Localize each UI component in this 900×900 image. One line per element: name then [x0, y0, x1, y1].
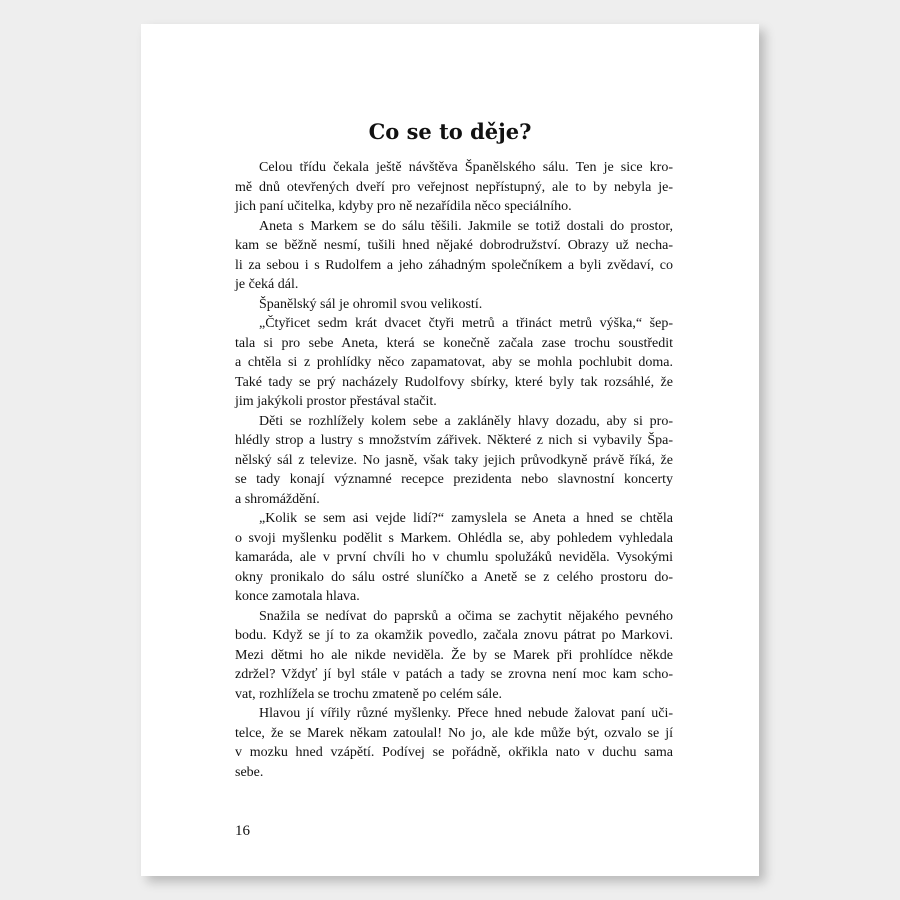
- book-page: [141, 24, 759, 876]
- text-line: Hlavou jí vířily různé myšlenky. Přece hned nebude žalovat paní uči-: [259, 706, 673, 721]
- text-line: sebe.: [235, 764, 264, 780]
- text-line: Španělský sál je ohromil svou velikostí.: [259, 296, 483, 312]
- text-line: Aneta s Markem se do sálu těšili. Jakmile se totiž dostali do prostor,: [259, 218, 673, 234]
- text-line: Také tady se prý nacházely Rudolfovy sbírky, které byly tak rozsáhlé, že: [235, 374, 673, 390]
- text-line: Snažila se nedívat do paprsků a očima se zachytit nějakého pevného: [259, 608, 673, 624]
- chapter-title: Co se to děje?: [368, 119, 532, 144]
- text-line: „Čtyřicet sedm krát dvacet čtyři metrů a třináct metrů výška,“ šep-: [259, 316, 673, 331]
- text-line: zdržel? Vždyť jí byl stále v patách a tady se zrovna není moc kam scho-: [235, 667, 673, 682]
- text-line: vat, rozhlížela se trochu zmateně po celém sále.: [235, 686, 503, 702]
- text-line: a chtěla si z prohlídky něco zapamatovat, aby se mohla pochlubit doma.: [235, 355, 673, 370]
- text-line: telce, že se Marek někam zatoulal! No jo, ale kde může být, ozvalo se jí: [235, 725, 673, 741]
- text-line: konce zamotala hlava.: [235, 589, 360, 604]
- text-line: „Kolik se sem asi vejde lidí?“ zamyslela se Aneta a hned se chtěla: [259, 511, 673, 526]
- text-line: jim jakýkoli prostor přestával stačit.: [235, 394, 437, 409]
- page-number: 16: [235, 823, 250, 839]
- text-line: bodu. Když se jí to za okamžik povedlo, začala znovu pátrat po Markovi.: [235, 628, 673, 643]
- text-line: tala si pro sebe Aneta, která se konečně začala zase trochu soustředit: [235, 335, 673, 351]
- text-line: kam se běžně nesmí, tušili hned nějaké dobrodružství. Obrazy už necha-: [235, 238, 673, 253]
- text-line: a shromáždění.: [235, 491, 320, 507]
- text-line: mě dnů otevřených dveří pro veřejnost nepřístupný, ale to by nebyla je-: [235, 179, 673, 195]
- text-line: Celou třídu čekala ještě návštěva Španělského sálu. Ten je sice kro-: [259, 160, 673, 175]
- text-line: hlédly strop a lustry s množstvím zářivek. Některé z nich si vybavily Špa-: [235, 433, 673, 448]
- text-line: se tady konají významné recepce prezidenta nebo slavnostní koncerty: [235, 472, 673, 487]
- text-line: Děti se rozhlížely kolem sebe a zakláněly hlavy dozadu, aby si pro-: [259, 413, 673, 429]
- text-line: jich paní učitelka, kdyby pro ně nezařídila něco speciálního.: [235, 199, 572, 214]
- text-line: je čeká dál.: [235, 277, 299, 292]
- text-line: o svoji myšlenku podělit s Markem. Ohlédla se, aby pohledem vyhledala: [235, 530, 673, 546]
- text-line: kamaráda, ale v první chvíli ho v chumlu spolužáků neviděla. Vysokými: [235, 550, 673, 565]
- text-line: Mezi dětmi ho ale nikde neviděla. Že by se Marek při prohlídce někde: [235, 647, 673, 663]
- text-line: v mozku hned vzápětí. Podívej se pořádně, okřikla nato v duchu sama: [235, 745, 673, 760]
- text-line: okny pronikalo do sálu ostré sluníčko a Anetě se z celého prostoru do-: [235, 569, 673, 585]
- text-line: li za sebou i s Rudolfem a jeho záhadným společníkem a byli zvědaví, co: [235, 257, 673, 273]
- body-text: [235, 158, 673, 782]
- text-line: nělský sál z televize. No jasně, však taky jejich průvodkyně právě říká, že: [235, 452, 673, 468]
